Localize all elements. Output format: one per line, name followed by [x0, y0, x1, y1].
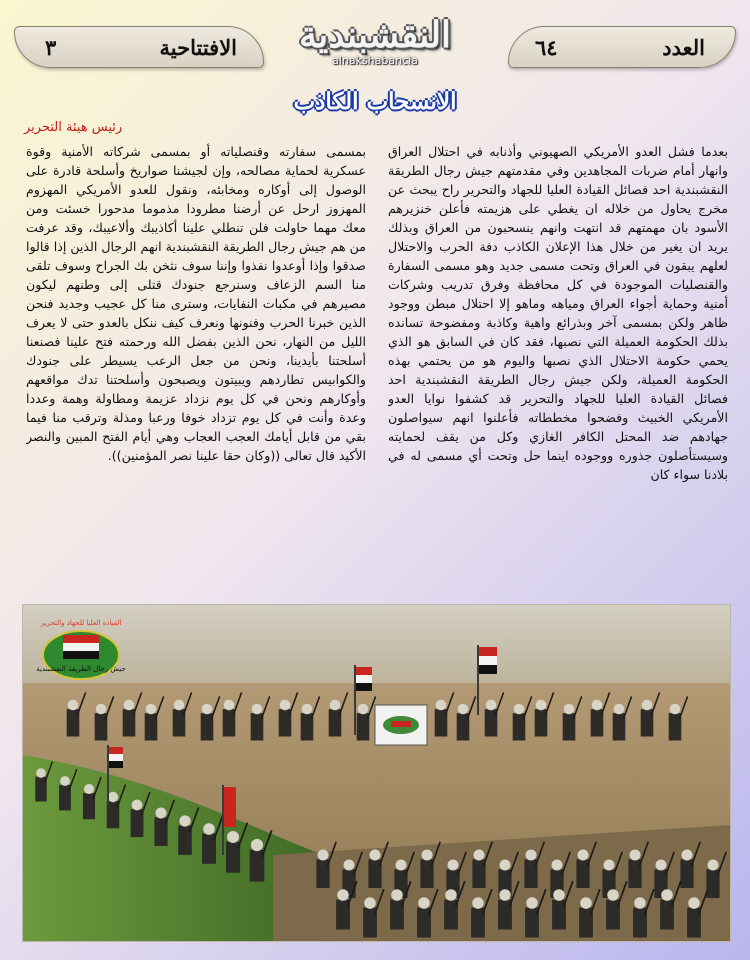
logo-title: النقشبندية: [298, 14, 452, 56]
photo-illustration: [23, 605, 730, 941]
banner-sign: [375, 705, 427, 745]
article-photo: [22, 604, 731, 942]
article-author: رئيس هيئة التحرير: [24, 120, 123, 135]
photo-sky: [23, 605, 730, 685]
article-title: الانسحاب الكاذب: [293, 88, 457, 115]
issue-number: ٦٤: [535, 34, 558, 60]
emblem-bottom-text: جيش رجال الطريقة النقشبندية: [36, 665, 126, 673]
section-banner: [14, 26, 264, 68]
emblem-top-text: القيادة العليا للجهاد والتحرير: [40, 619, 122, 627]
article-column-left: بمسمى سفارته وقنصلياته أو بمسمى شركاته الأمنية وقوة عسكرية لحماية مصالحه، وإن لجيشنا صواريخ وأسلحة قادرة على الوصول إلى أوكاره ومخابئه، ونقول للعدو الأمريكي المهزوم المهزوز ارحل عن أرضنا مطرودا مذموما مدحورا خسئت ومن معك مهما حاولت فلن تنطلي علينا أكاذيبك وألاعيبك، وقد عرفت من هم جيش رجال الطريقة النقشبندية انهم الرجال الذين إذا قالوا صدقوا وإذا أوعدوا نفذوا وإننا سوف نثخن بك الجراح وسوف تلقى منا السم الزعاف وسنرجع جنودك قتلى إلى وطنهم ليكون مصيرهم في مكبات النفايات، وسترى منا كل عجيب وجديد فنحن الذين خبرنا الحرب وفنونها ونعرف كيف ننكل بالعدو حتى لا يعرف الليل من النهار، نحن الذين بفضل الله ورحمته فتح علينا فصنعنا أسلحتنا بأيدينا، ونحن من جعل الرعب يسيطر على جنودك والكوابيس تطاردهم ويبيتون ويصبحون وأسلحتنا تدك مواقعهم وأوكارهم ونحن في كل يوم نزداد عزيمة ومطاولة وهمة وعددا وعدة وأنت في كل يوم تزداد خوفا ورعبا ومذلة وترقب منا فيما بقي من قابل أيامك العجب العجاب وهي أيام الفتح المبين والنصر الأكيد قال تعالى ((وكان حقا علينا نصر المؤمنين)).: [26, 144, 366, 463]
issue-banner: [508, 26, 736, 68]
issue-label: العدد: [662, 34, 705, 60]
magazine-logo: [268, 12, 482, 74]
article-column-right: بعدما فشل العدو الأمريكي الصهيوني وأذنابه في احتلال العراق وانهار أمام ضربات المجاهدين وفي مقدمتهم جيش رجال الطريقة النقشبندية احد فصائل القيادة العليا للجهاد والتحرير راح يبحث عن مخرج يحاول من خلاله ان يغطي على هزيمته فأعلن خنزيرهم الأسود بان مهمتهم قد انتهت وانهم ينسحبون من العراق وبذلك يريد ان يغير من خلال هذا الإعلان الكاذب دفة الحرب والاحتلال لعلهم يبقون في العراق وتحت مسمى جديد وهو مسمى السفارة والقنصليات الموجودة في كل محافظة وفرق تدريب وشركات أمنية وحماية أجواء العراق ومياهه وماهو إلا احتلال مبطن ووجود ظاهر ولكن بمسمى آخر وبذرائع واهية وكاذبة ومفضوحة تسانده بذلك الحكومة العميلة التي نصبها، فقد كان في السابق هو الذي يحمي حكومة الاحتلال الذي نصبها واليوم هو من يحتمي بهذه الحكومة العميلة، ولكن جيش رجال الطريقة النقشبندية احد فصائل القيادة العليا للجهاد والتحرير قد كشفوا نوايا العدو الأمريكي الخبيث وفضحوا مخططاته فأعلنوا انهم سيواصلون جهادهم ضد المحتل الكافر الغازي وكل من يقف لحمايته وسيستأصلون جذوره ووجوده اينما حل وتحت أي مسمى له في بلادنا سواء كان: [388, 144, 728, 482]
page-number: ٣: [45, 34, 57, 60]
logo-subtitle: alnakshabancia: [332, 54, 418, 67]
section-label: الافتتاحية: [159, 34, 237, 60]
